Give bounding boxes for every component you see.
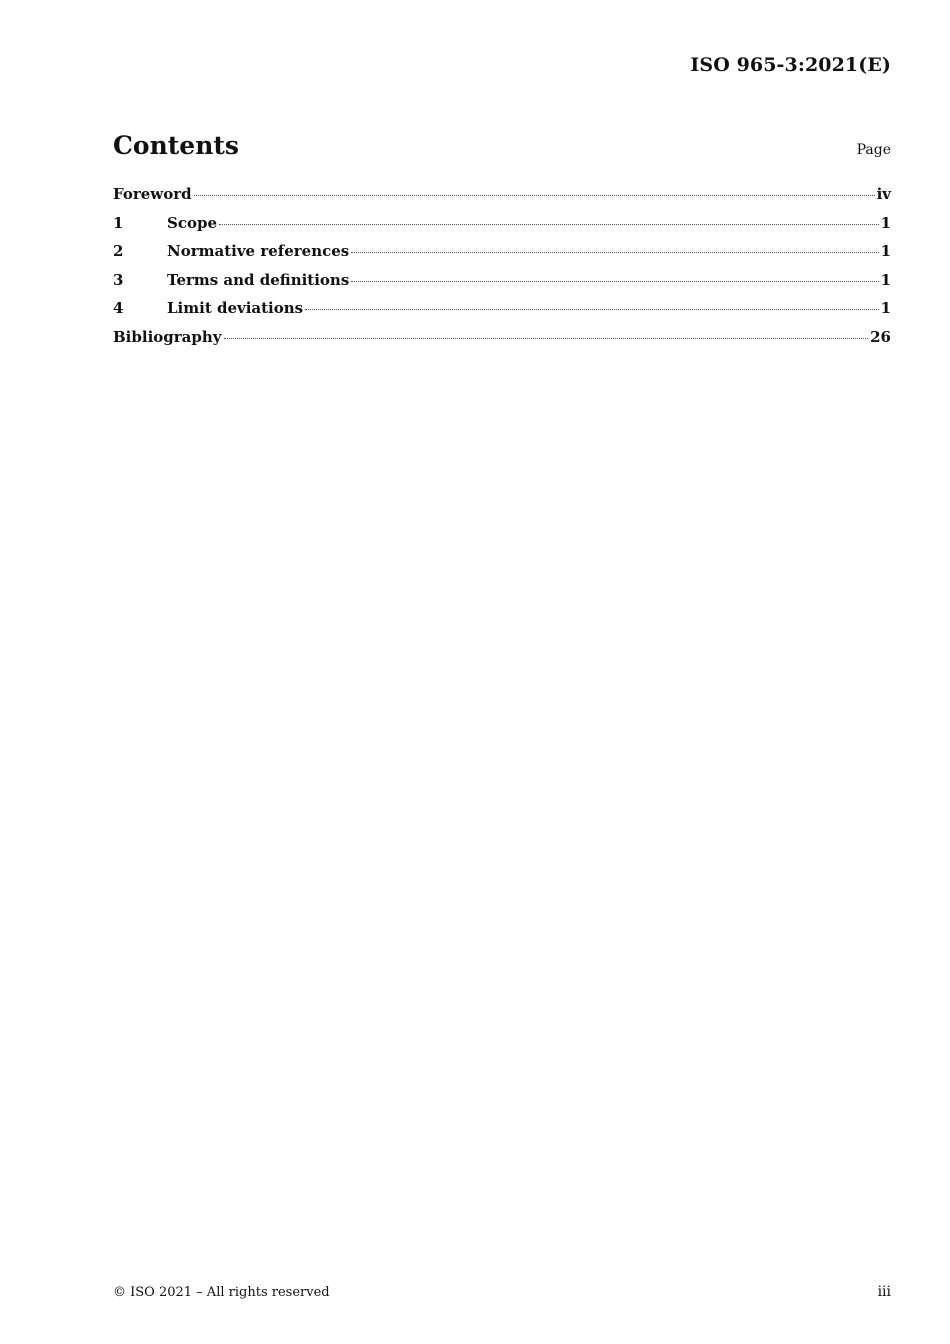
page-column-label: Page <box>856 142 891 158</box>
toc-entry-page[interactable]: 1 <box>880 213 891 232</box>
toc-entry-number: 3 <box>113 270 124 289</box>
toc-entry-page[interactable]: 26 <box>870 327 891 346</box>
toc-entry-title[interactable]: Foreword <box>113 185 192 203</box>
footer-copyright: © ISO 2021 – All rights reserved <box>113 1285 330 1300</box>
toc-entry-scope[interactable] <box>113 214 891 243</box>
toc-entry-title[interactable]: Limit deviations <box>167 299 304 318</box>
toc-entry-bibliography[interactable] <box>113 328 891 357</box>
toc-entry-page[interactable]: iv <box>876 185 891 203</box>
contents-heading: Contents <box>113 131 240 160</box>
toc-entry-foreword[interactable] <box>113 185 891 214</box>
dot-leader <box>351 281 878 282</box>
footer-page-number: iii <box>877 1284 891 1300</box>
toc-entry-page[interactable]: 1 <box>880 299 891 318</box>
toc-entry-number: 4 <box>113 299 124 318</box>
dot-leader <box>219 224 879 225</box>
table-of-contents <box>113 185 891 357</box>
toc-entry-limit-deviations[interactable] <box>113 299 891 328</box>
toc-entry-page[interactable]: 1 <box>880 270 891 289</box>
toc-entry-number: 1 <box>113 213 124 232</box>
dot-leader <box>351 252 878 253</box>
toc-entry-normative-references[interactable] <box>113 242 891 271</box>
dot-leader <box>224 338 869 339</box>
toc-entry-title[interactable]: Bibliography <box>113 327 222 346</box>
toc-entry-number: 2 <box>113 242 124 261</box>
toc-entry-page[interactable]: 1 <box>880 242 891 261</box>
toc-entry-title[interactable]: Scope <box>167 213 218 232</box>
toc-entry-title[interactable]: Terms and definitions <box>167 270 350 289</box>
toc-entry-title[interactable]: Normative references <box>167 242 350 261</box>
dot-leader <box>305 309 878 310</box>
document-id: ISO 965-3:2021(E) <box>690 54 891 76</box>
dot-leader <box>194 195 875 196</box>
toc-entry-terms-and-definitions[interactable] <box>113 271 891 300</box>
